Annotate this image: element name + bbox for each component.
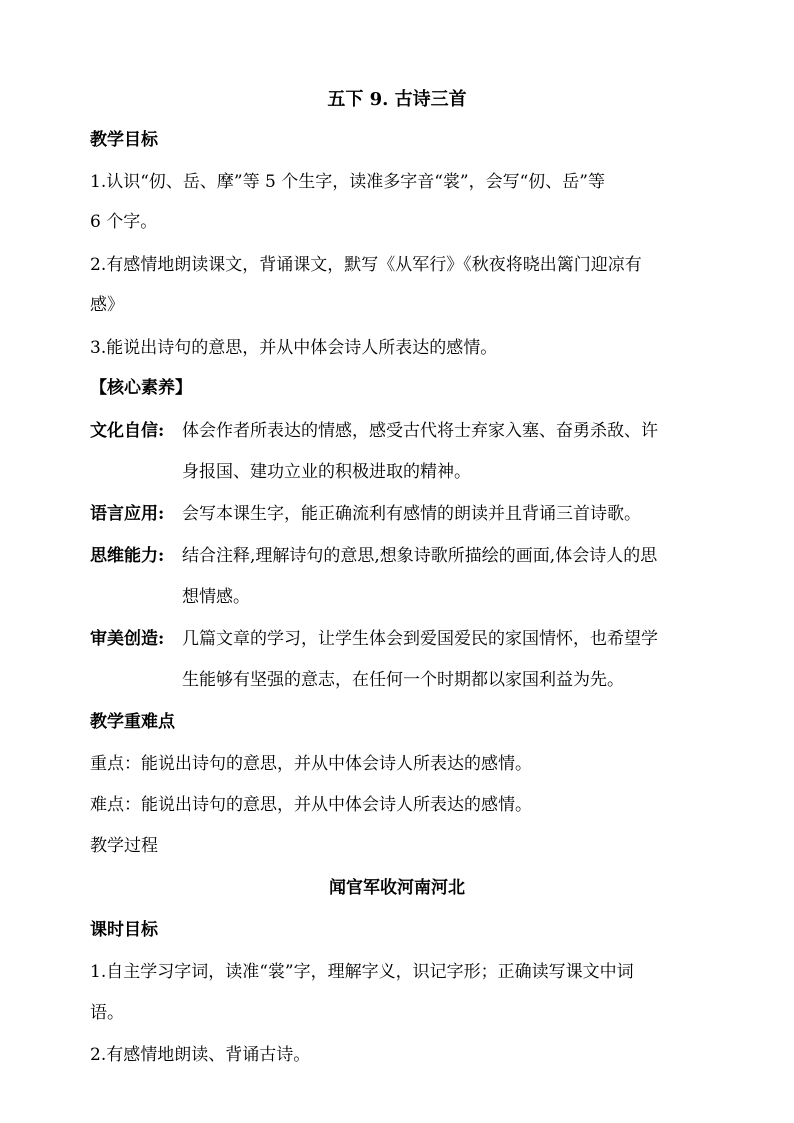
- teaching-goals-heading: 教学目标: [90, 130, 158, 150]
- literacy-term: 语言应用:: [90, 504, 165, 524]
- difficult-point: 难点：能说出诗句的意思，并从中体会诗人所表达的感情。: [90, 795, 532, 815]
- literacy-text: 会写本课生字，能正确流利有感情的朗读并且背诵三首诗歌。: [182, 504, 641, 524]
- lesson-goal-1-line-1: 1.自主学习字词，读准“裳”字，理解字义，识记字形；正确读写课文中词: [90, 962, 634, 982]
- literacy-cultural-confidence-line-2: 身报国、建功立业的积极进取的精神。: [182, 462, 471, 482]
- lesson-goals-heading: 课时目标: [90, 920, 158, 940]
- literacy-text: 体会作者所表达的情感，感受古代将士弃家入塞、奋勇杀敌、许: [182, 421, 658, 441]
- lesson-goal-1-line-2: 语。: [90, 1003, 124, 1023]
- goal-2-line-1: 2.有感情地朗读课文，背诵课文，默写《从军行》《秋夜将晓出篱门迎凉有: [90, 255, 642, 275]
- lesson-goal-2: 2.有感情地朗读、背诵古诗。: [90, 1045, 311, 1065]
- literacy-aesthetic-creation: [90, 627, 658, 651]
- goal-2-line-2: 感》: [90, 295, 124, 315]
- goal-1-line-2: 6 个字。: [90, 212, 158, 232]
- goal-3: 3.能说出诗句的意思，并从中体会诗人所表达的感情。: [90, 338, 498, 358]
- key-point: 重点：能说出诗句的意思，并从中体会诗人所表达的感情。: [90, 754, 532, 774]
- goal-1-line-1: 1.认识“仞、岳、摩”等 5 个生字，读准多字音“裳”，会写“仞、岳”等: [90, 172, 605, 192]
- poem-title: 闻官军收河南河北: [329, 878, 465, 898]
- literacy-term: 思维能力:: [90, 546, 165, 566]
- literacy-thinking-ability-line-2: 想情感。: [182, 587, 250, 607]
- literacy-thinking-ability: [90, 544, 657, 568]
- document-title: 五下 9. 古诗三首: [327, 89, 467, 110]
- literacy-text: 结合注释,理解诗句的意思,想象诗歌所描绘的画面,体会诗人的思: [182, 546, 658, 566]
- literacy-term: 文化自信:: [90, 421, 165, 441]
- key-points-heading: 教学重难点: [90, 712, 175, 732]
- literacy-language-application: [90, 502, 641, 526]
- literacy-aesthetic-creation-line-2: 生能够有坚强的意志，在任何一个时期都以家国利益为先。: [182, 670, 624, 690]
- literacy-text: 几篇文章的学习，让学生体会到爱国爱民的家国情怀，也希望学: [182, 629, 658, 649]
- core-literacy-heading: 【核心素养】: [90, 378, 192, 398]
- literacy-term: 审美创造:: [90, 629, 165, 649]
- literacy-cultural-confidence: [90, 419, 658, 443]
- process-heading: 教学过程: [90, 836, 158, 856]
